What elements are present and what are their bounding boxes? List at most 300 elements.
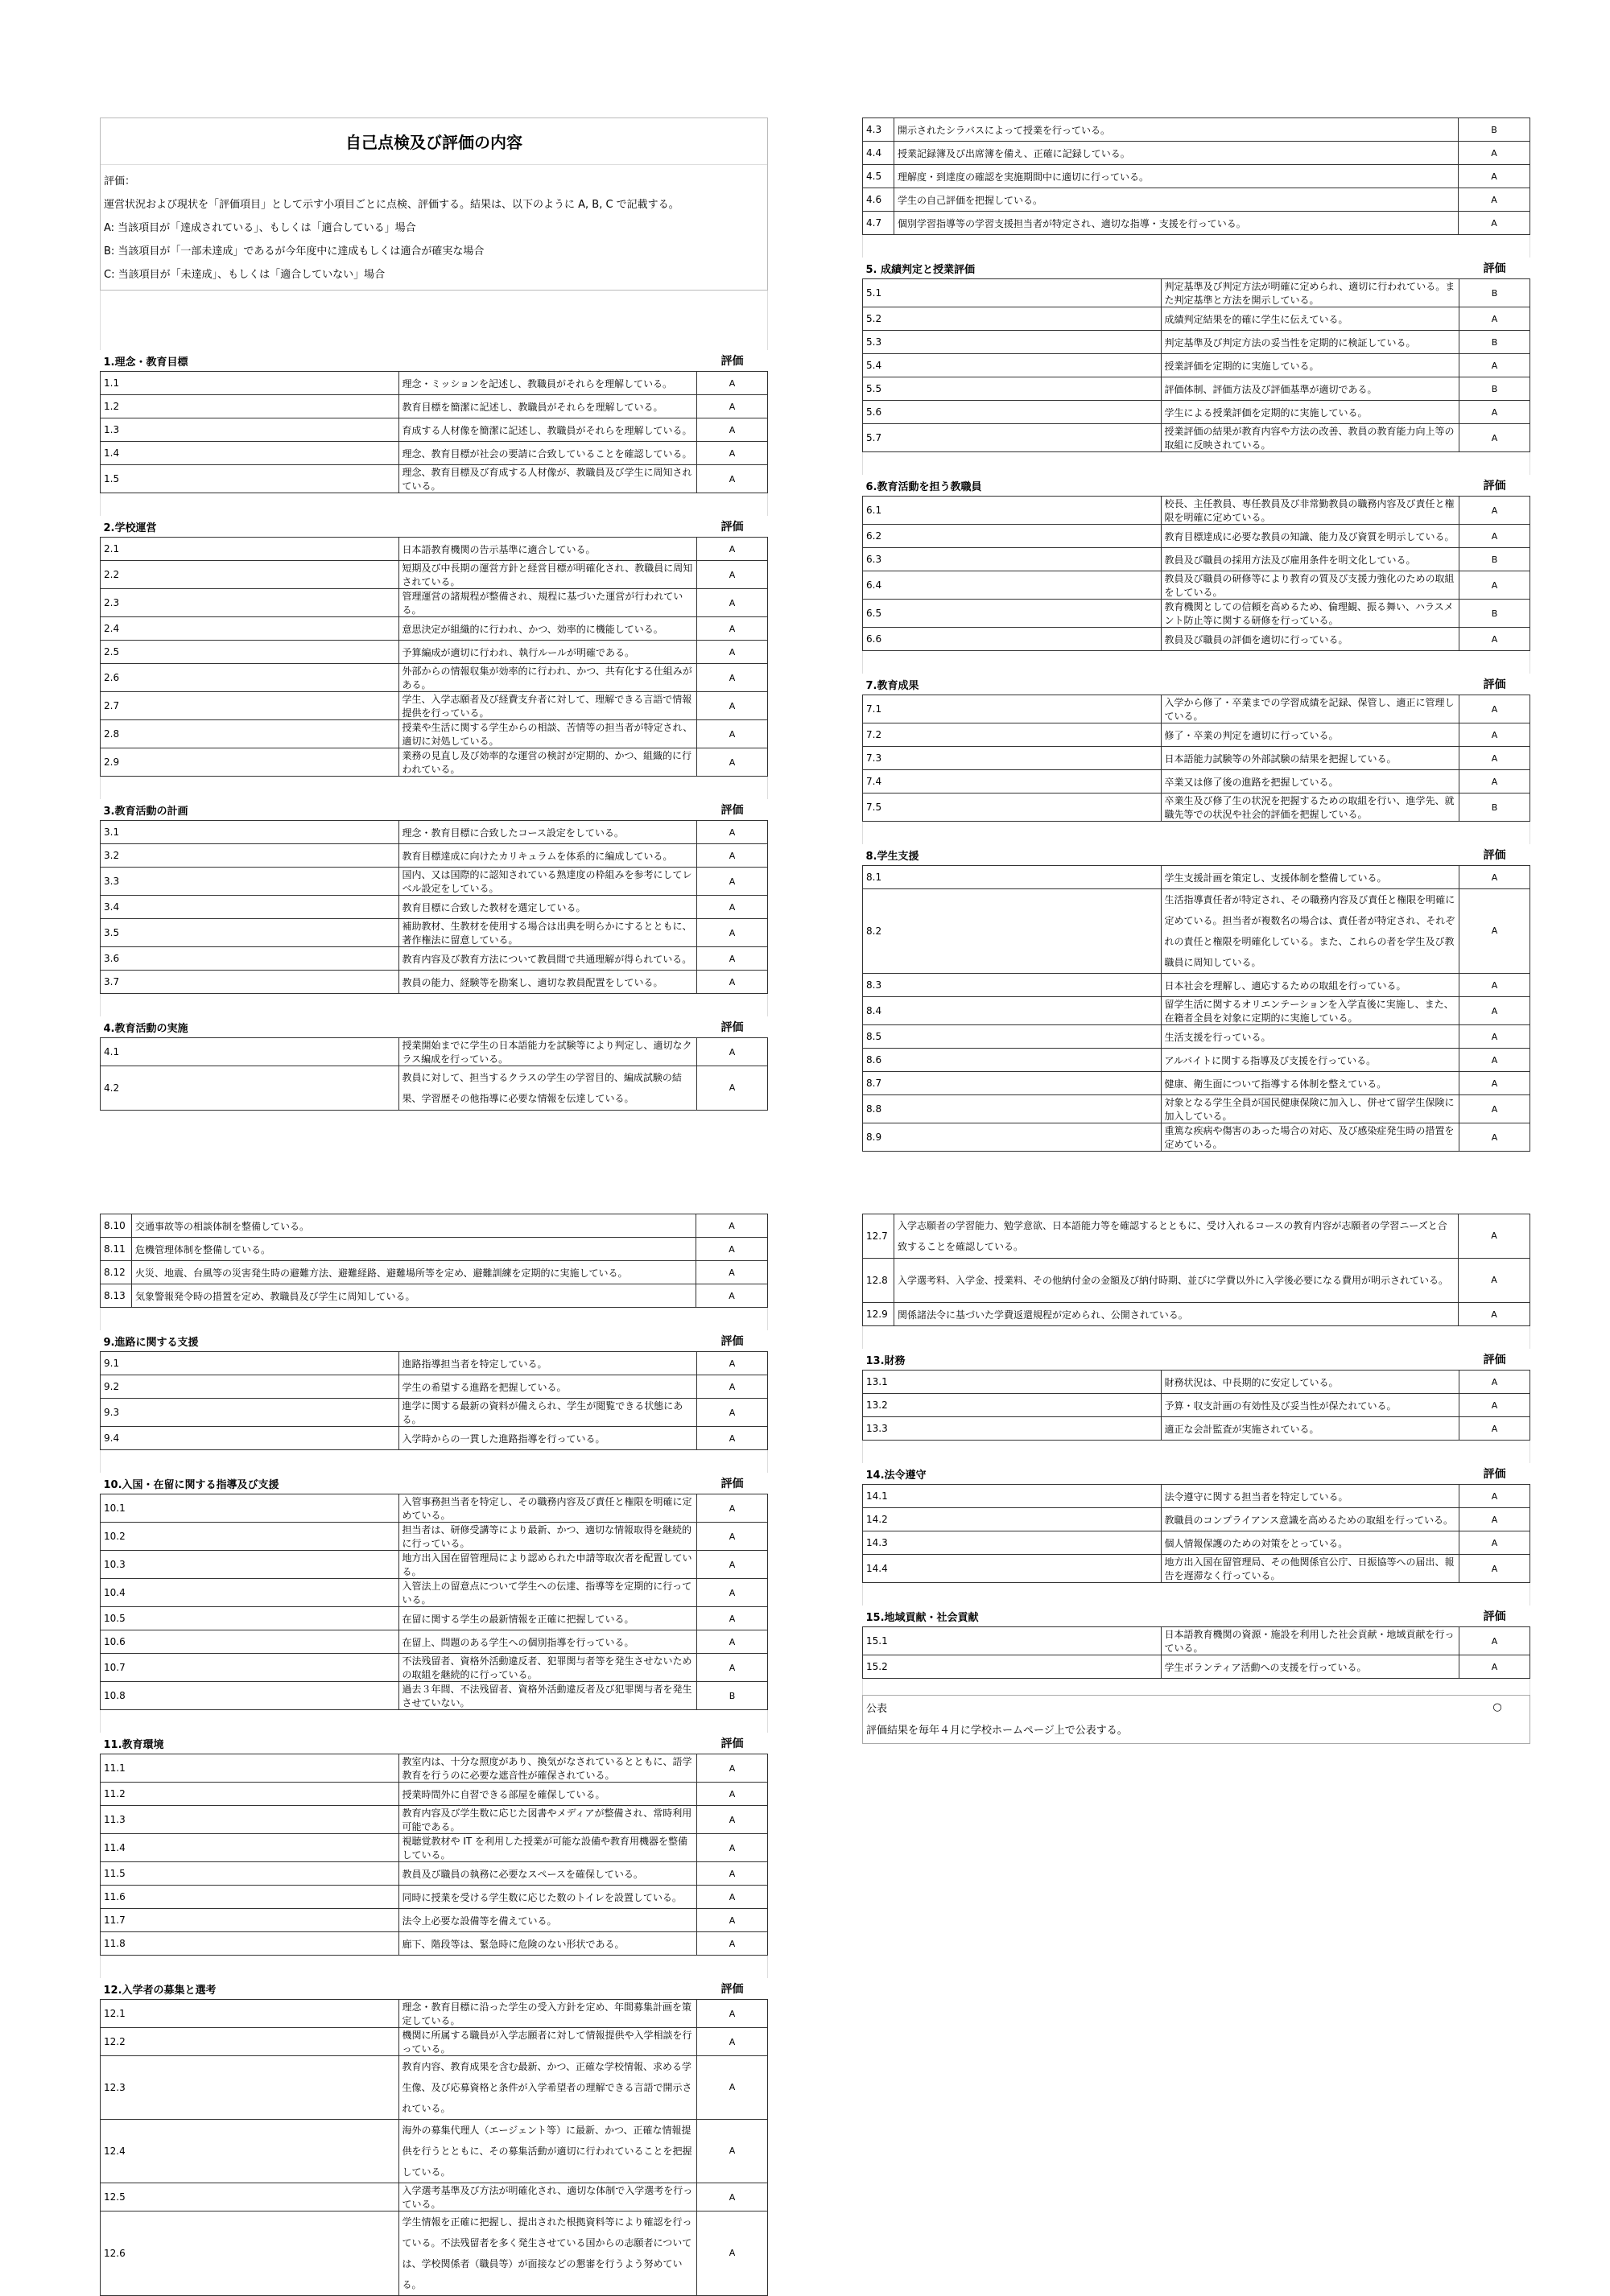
table-row bbox=[863, 279, 1530, 307]
item-text: 個別学習指導等の学習支援担当者が特定され、適切な指導・支援を行っている。 bbox=[894, 212, 1459, 235]
item-number: 3.2 bbox=[101, 844, 399, 868]
item-text: 交通事故等の相談体制を整備している。 bbox=[132, 1214, 696, 1238]
table-row bbox=[101, 1806, 768, 1834]
item-grade: A bbox=[1459, 1025, 1530, 1049]
item-number: 12.1 bbox=[101, 2000, 399, 2028]
item-number: 8.11 bbox=[101, 1238, 132, 1261]
item-text: 在留に関する学生の最新情報を正確に把握している。 bbox=[398, 1607, 697, 1630]
table-row bbox=[863, 118, 1530, 142]
item-grade: A bbox=[697, 1806, 768, 1834]
item-text: 判定基準及び判定方法が明確に定められ、適切に行われている。また判定基準と方法を開示している。 bbox=[1161, 279, 1459, 307]
item-number: 6.4 bbox=[863, 571, 1162, 600]
table-row bbox=[101, 465, 768, 493]
table-row bbox=[101, 947, 768, 971]
item-text: 管理運営の諸規程が整備され、規程に基づいた運営が行われている。 bbox=[398, 589, 697, 617]
item-number: 10.3 bbox=[101, 1551, 399, 1579]
section-header bbox=[101, 350, 768, 372]
item-grade: A bbox=[697, 561, 768, 589]
section-title: 4.教育活動の実施 bbox=[101, 1016, 697, 1038]
item-grade: A bbox=[697, 418, 768, 442]
section-header bbox=[863, 674, 1530, 695]
item-grade: A bbox=[697, 2056, 768, 2120]
item-text: 地方出入国在留管理局により認められた申請等取次者を配置している。 bbox=[398, 1551, 697, 1579]
item-grade: B bbox=[1459, 377, 1530, 401]
table-row bbox=[863, 525, 1530, 548]
section-table bbox=[862, 475, 1530, 651]
section-table bbox=[862, 258, 1530, 452]
section-header bbox=[101, 1016, 768, 1038]
table-row bbox=[863, 695, 1530, 723]
table-row bbox=[101, 538, 768, 561]
section-table bbox=[100, 516, 768, 777]
item-text: 不法残留者、資格外活動違反者、犯罪関与者等を発生させないための取組を継続的に行っている。 bbox=[398, 1654, 697, 1682]
item-number: 13.3 bbox=[863, 1417, 1162, 1441]
item-grade: A bbox=[1459, 747, 1530, 770]
item-grade: A bbox=[1459, 497, 1530, 525]
item-grade: A bbox=[697, 1038, 768, 1066]
section-table bbox=[862, 674, 1530, 822]
table-row bbox=[101, 2000, 768, 2028]
item-number: 8.9 bbox=[863, 1123, 1162, 1152]
section-title: 14.法令遵守 bbox=[863, 1463, 1459, 1485]
item-text: 教職員のコンプライアンス意識を高めるための取組を行っている。 bbox=[1161, 1508, 1459, 1531]
item-text: 入学志願者の学習能力、勉学意欲、日本語能力等を確認するとともに、受け入れるコースの教育内容が志願者の学習ニーズと合致することを確認している。 bbox=[894, 1214, 1459, 1259]
item-text: 教室内は、十分な照度があり、換気がなされているとともに、語学教育を行うのに必要な遮音性が確保されている。 bbox=[398, 1754, 697, 1783]
item-grade: A bbox=[1459, 974, 1530, 997]
item-number: 2.3 bbox=[101, 589, 399, 617]
publication-block bbox=[862, 1695, 1530, 1744]
item-number: 4.6 bbox=[863, 188, 894, 212]
item-text: 短期及び中長期の運営方針と経営目標が明確化され、教職員に周知されている。 bbox=[398, 561, 697, 589]
table-row bbox=[101, 748, 768, 777]
item-text: 授業評価を定期的に実施している。 bbox=[1161, 354, 1459, 377]
grade-header: 評価 bbox=[1459, 475, 1530, 497]
section-table bbox=[862, 1349, 1530, 1441]
item-grade: A bbox=[697, 2120, 768, 2183]
item-number: 6.6 bbox=[863, 628, 1162, 651]
item-text: 理念、教育目標及び育成する人材像が、教職員及び学生に周知されている。 bbox=[398, 465, 697, 493]
item-grade: A bbox=[1459, 1485, 1530, 1508]
table-row bbox=[863, 188, 1530, 212]
page-bottom-right bbox=[862, 1214, 1530, 1744]
grade-header: 評価 bbox=[697, 1330, 768, 1352]
item-grade: A bbox=[1459, 1531, 1530, 1555]
table-row bbox=[101, 844, 768, 868]
section-table bbox=[862, 117, 1530, 235]
item-grade: A bbox=[697, 868, 768, 896]
item-text: 教員及び職員の評価を適切に行っている。 bbox=[1161, 628, 1459, 651]
section-title: 13.財務 bbox=[863, 1349, 1459, 1371]
item-grade: A bbox=[1459, 1627, 1530, 1655]
item-text: 学生による授業評価を定期的に実施している。 bbox=[1161, 401, 1459, 424]
grade-header: 評価 bbox=[697, 516, 768, 538]
item-grade: A bbox=[1459, 1095, 1530, 1123]
table-row bbox=[101, 664, 768, 692]
item-grade: A bbox=[1459, 1049, 1530, 1072]
item-text: 卒業又は修了後の進路を把握している。 bbox=[1161, 770, 1459, 794]
table-row bbox=[101, 2183, 768, 2211]
item-number: 1.4 bbox=[101, 442, 399, 465]
intro-line: A: 当該項目が「達成されている」、もしくは「適合している」場合 bbox=[104, 222, 416, 234]
intro-line: 運営状況および現状を「評価項目」として示す小項目ごとに点検、評価する。結果は、以下のように A, B, C で記載する。 bbox=[104, 199, 679, 211]
grade-header: 評価 bbox=[697, 1473, 768, 1494]
table-row bbox=[863, 1417, 1530, 1441]
section-table bbox=[100, 1016, 768, 1111]
item-text: 授業や生活に関する学生からの相談、苦情等の担当者が特定され、適切に対処している。 bbox=[398, 720, 697, 748]
item-text: 入学選考基準及び方法が明確化され、適切な体制で入学選考を行っている。 bbox=[398, 2183, 697, 2211]
item-grade: A bbox=[696, 1238, 768, 1261]
item-number: 6.2 bbox=[863, 525, 1162, 548]
item-text: 教育目標達成に必要な教員の知識、能力及び資質を明示している。 bbox=[1161, 525, 1459, 548]
item-text: 入学選考料、入学金、授業料、その他納付金の金額及び納付時期、並びに学費以外に入学後必要になる費用が明示されている。 bbox=[894, 1259, 1459, 1303]
item-grade: A bbox=[1459, 1508, 1530, 1531]
item-grade: A bbox=[1459, 1259, 1530, 1303]
item-grade: A bbox=[1459, 770, 1530, 794]
item-number: 11.6 bbox=[101, 1886, 399, 1909]
item-grade: A bbox=[697, 1862, 768, 1886]
item-grade: A bbox=[1459, 866, 1530, 889]
section-slot bbox=[100, 1308, 768, 1956]
table-row bbox=[101, 821, 768, 844]
item-number: 5.7 bbox=[863, 424, 1162, 452]
table-row bbox=[863, 794, 1530, 822]
intro-line: 評価： bbox=[104, 175, 136, 188]
item-text: 授業評価の結果が教育内容や方法の改善、教員の教育能力向上等の取組に反映されている。 bbox=[1161, 424, 1459, 452]
item-number: 4.1 bbox=[101, 1038, 399, 1066]
item-number: 11.8 bbox=[101, 1932, 399, 1956]
item-number: 12.6 bbox=[101, 2211, 399, 2296]
item-text: 法令遵守に関する担当者を特定している。 bbox=[1161, 1485, 1459, 1508]
table-row bbox=[101, 1261, 768, 1284]
table-row bbox=[863, 1123, 1530, 1152]
item-text: 国内、又は国際的に認知されている熟達度の枠組みを参考にしてレベル設定をしている。 bbox=[398, 868, 697, 896]
item-number: 1.2 bbox=[101, 395, 399, 418]
grade-header: 評価 bbox=[697, 1733, 768, 1754]
item-text: 気象警報発令時の措置を定め、教職員及び学生に周知している。 bbox=[132, 1284, 696, 1308]
item-number: 12.7 bbox=[863, 1214, 894, 1259]
table-row bbox=[863, 747, 1530, 770]
table-row bbox=[863, 1303, 1530, 1326]
table-row bbox=[863, 1371, 1530, 1394]
item-number: 2.9 bbox=[101, 748, 399, 777]
item-grade: A bbox=[1459, 571, 1530, 600]
table-row bbox=[101, 1399, 768, 1427]
item-number: 10.7 bbox=[101, 1654, 399, 1682]
section-slot bbox=[862, 235, 1530, 822]
item-text: 意思決定が組織的に行われ、かつ、効率的に機能している。 bbox=[398, 617, 697, 641]
table-row bbox=[101, 1579, 768, 1607]
table-row bbox=[101, 418, 768, 442]
item-number: 13.1 bbox=[863, 1371, 1162, 1394]
section-slot bbox=[100, 994, 768, 1111]
table-row bbox=[101, 720, 768, 748]
item-grade: A bbox=[697, 442, 768, 465]
publication-label: 公表 bbox=[866, 1702, 888, 1715]
item-text: 過去３年間、不法残留者、資格外活動違反者及び犯罪関与者を発生させていない。 bbox=[398, 1682, 697, 1710]
item-text: 機関に所属する職員が入学志願者に対して情報提供や入学相談を行っている。 bbox=[398, 2028, 697, 2056]
item-grade: A bbox=[1459, 889, 1530, 974]
table-row bbox=[101, 589, 768, 617]
item-number: 4.5 bbox=[863, 165, 894, 188]
item-number: 14.2 bbox=[863, 1508, 1162, 1531]
item-text: 進学に関する最新の資料が備えられ、学生が閲覧できる状態にある。 bbox=[398, 1399, 697, 1427]
item-text: 理念、教育目標が社会の要請に合致していることを確認している。 bbox=[398, 442, 697, 465]
item-grade: A bbox=[697, 844, 768, 868]
section-table bbox=[100, 1214, 768, 1308]
section-slot bbox=[862, 1326, 1530, 1679]
table-row bbox=[101, 1834, 768, 1862]
item-grade: A bbox=[697, 1579, 768, 1607]
item-grade: A bbox=[697, 1427, 768, 1450]
item-number: 9.2 bbox=[101, 1375, 399, 1399]
item-number: 8.13 bbox=[101, 1284, 132, 1308]
item-grade: A bbox=[1459, 401, 1530, 424]
grade-header: 評価 bbox=[697, 350, 768, 372]
table-row bbox=[863, 1072, 1530, 1095]
section-title: 7.教育成果 bbox=[863, 674, 1459, 695]
item-number: 9.1 bbox=[101, 1352, 399, 1375]
item-grade: A bbox=[1459, 723, 1530, 747]
table-row bbox=[863, 997, 1530, 1025]
item-number: 5.4 bbox=[863, 354, 1162, 377]
table-row bbox=[863, 866, 1530, 889]
item-number: 12.2 bbox=[101, 2028, 399, 2056]
item-grade: A bbox=[697, 1654, 768, 1682]
item-grade: A bbox=[697, 1399, 768, 1427]
table-row bbox=[101, 919, 768, 947]
item-grade: A bbox=[1459, 1555, 1530, 1583]
item-text: 適正な会計監査が実施されている。 bbox=[1161, 1417, 1459, 1441]
item-number: 7.2 bbox=[863, 723, 1162, 747]
item-text: 理解度・到達度の確認を実施期間中に適切に行っている。 bbox=[894, 165, 1459, 188]
item-text: 個人情報保護のための対策をとっている。 bbox=[1161, 1531, 1459, 1555]
item-text: 日本語教育機関の資源・施設を利用した社会貢献・地域貢献を行っている。 bbox=[1161, 1627, 1459, 1655]
item-number: 8.10 bbox=[101, 1214, 132, 1238]
intro bbox=[101, 165, 767, 290]
grade-header: 評価 bbox=[1459, 1463, 1530, 1485]
grade-header: 評価 bbox=[697, 799, 768, 821]
table-row bbox=[101, 1862, 768, 1886]
table-row bbox=[101, 896, 768, 919]
grade-header: 評価 bbox=[697, 1978, 768, 2000]
section-slot bbox=[862, 117, 1530, 235]
item-number: 8.1 bbox=[863, 866, 1162, 889]
item-text: 入学時からの一貫した進路指導を行っている。 bbox=[398, 1427, 697, 1450]
item-number: 2.8 bbox=[101, 720, 399, 748]
item-number: 6.1 bbox=[863, 497, 1162, 525]
item-grade: B bbox=[1459, 331, 1530, 354]
item-number: 5.5 bbox=[863, 377, 1162, 401]
item-number: 11.2 bbox=[101, 1783, 399, 1806]
table-row bbox=[863, 1627, 1530, 1655]
item-grade: A bbox=[697, 821, 768, 844]
item-number: 1.5 bbox=[101, 465, 399, 493]
item-text: 廊下、階段等は、緊急時に危険のない形状である。 bbox=[398, 1932, 697, 1956]
item-number: 12.3 bbox=[101, 2056, 399, 2120]
grade-header: 評価 bbox=[1459, 844, 1530, 866]
item-number: 11.1 bbox=[101, 1754, 399, 1783]
item-grade: A bbox=[1459, 307, 1530, 331]
item-number: 1.3 bbox=[101, 418, 399, 442]
item-number: 8.2 bbox=[863, 889, 1162, 974]
table-row bbox=[863, 974, 1530, 997]
item-grade: A bbox=[697, 748, 768, 777]
item-grade: A bbox=[696, 1214, 768, 1238]
item-grade: A bbox=[697, 465, 768, 493]
table-row bbox=[101, 971, 768, 994]
item-number: 6.5 bbox=[863, 600, 1162, 628]
item-text: 授業開始までに学生の日本語能力を試験等により判定し、適切なクラス編成を行っている。 bbox=[398, 1038, 697, 1066]
section-header bbox=[101, 1330, 768, 1352]
item-number: 10.1 bbox=[101, 1494, 399, 1523]
item-grade: A bbox=[696, 1261, 768, 1284]
table-row bbox=[863, 548, 1530, 571]
item-text: 教員及び職員の採用方法及び雇用条件を明文化している。 bbox=[1161, 548, 1459, 571]
item-text: 視聴覚教材や IT を利用した授業が可能な設備や教育用機器を整備している。 bbox=[398, 1834, 697, 1862]
item-grade: A bbox=[697, 1375, 768, 1399]
item-grade: A bbox=[697, 919, 768, 947]
item-grade: A bbox=[697, 692, 768, 720]
item-text: 授業記録簿及び出席簿を備え、正確に記録している。 bbox=[894, 142, 1459, 165]
item-number: 4.2 bbox=[101, 1066, 399, 1111]
item-text: 進路指導担当者を特定している。 bbox=[398, 1352, 697, 1375]
page-title: 自己点検及び評価の内容 bbox=[101, 118, 767, 165]
section-title: 2.学校運営 bbox=[101, 516, 697, 538]
table-row bbox=[863, 889, 1530, 974]
item-number: 14.1 bbox=[863, 1485, 1162, 1508]
item-grade: A bbox=[1459, 695, 1530, 723]
item-text: 教育目標達成に向けたカリキュラムを体系的に編成している。 bbox=[398, 844, 697, 868]
section-table bbox=[862, 844, 1530, 1152]
item-number: 8.3 bbox=[863, 974, 1162, 997]
item-number: 12.4 bbox=[101, 2120, 399, 2183]
publication-mark: ○ bbox=[1492, 1700, 1502, 1713]
item-text: 入管法上の留意点について学生への伝達、指導等を定期的に行っている。 bbox=[398, 1579, 697, 1607]
item-text: 生活指導責任者が特定され、その職務内容及び責任と権限を明確に定めている。担当者が複数名の場合は、責任者が特定され、それぞれの責任と権限を明確化している。また、これらの者を学生及び教職員に周知している。 bbox=[1161, 889, 1459, 974]
item-text: 校長、主任教員、専任教員及び非常勤教員の職務内容及び責任と権限を明確に定めている。 bbox=[1161, 497, 1459, 525]
table-row bbox=[101, 2120, 768, 2183]
item-grade: B bbox=[1459, 118, 1530, 142]
item-number: 15.2 bbox=[863, 1655, 1162, 1679]
table-row bbox=[101, 372, 768, 395]
item-grade: A bbox=[697, 372, 768, 395]
section-slot bbox=[100, 1956, 768, 2296]
section-header bbox=[101, 1733, 768, 1754]
item-number: 5.6 bbox=[863, 401, 1162, 424]
table-row bbox=[101, 617, 768, 641]
table-row bbox=[101, 641, 768, 664]
item-text: 予算・収支計画の有効性及び妥当性が保たれている。 bbox=[1161, 1394, 1459, 1417]
item-number: 4.7 bbox=[863, 212, 894, 235]
item-text: 学生の希望する進路を把握している。 bbox=[398, 1375, 697, 1399]
item-text: 教員に対して、担当するクラスの学生の学習目的、編成試験の結果、学習歴その他指導に必要な情報を伝達している。 bbox=[398, 1066, 697, 1111]
table-row bbox=[101, 1754, 768, 1783]
section-title: 6.教育活動を担う教職員 bbox=[863, 475, 1459, 497]
table-row bbox=[863, 354, 1530, 377]
item-grade: A bbox=[697, 1523, 768, 1551]
table-row bbox=[101, 1284, 768, 1308]
item-text: 教育内容及び学生数に応じた図書やメディアが整備され、常時利用可能である。 bbox=[398, 1806, 697, 1834]
section-table bbox=[862, 1463, 1530, 1583]
page-bottom-left bbox=[100, 1214, 768, 2296]
item-number: 3.7 bbox=[101, 971, 399, 994]
table-row bbox=[863, 1214, 1530, 1259]
table-row bbox=[863, 1555, 1530, 1583]
item-number: 2.2 bbox=[101, 561, 399, 589]
item-grade: A bbox=[1459, 188, 1530, 212]
item-number: 14.3 bbox=[863, 1531, 1162, 1555]
item-number: 11.7 bbox=[101, 1909, 399, 1932]
section-title: 15.地域貢献・社会貢献 bbox=[863, 1606, 1459, 1627]
item-text: 同時に授業を受ける学生数に応じた数のトイレを設置している。 bbox=[398, 1886, 697, 1909]
item-number: 14.4 bbox=[863, 1555, 1162, 1583]
item-text: 入学から修了・卒業までの学習成績を記録、保管し、適正に管理している。 bbox=[1161, 695, 1459, 723]
item-grade: A bbox=[697, 1932, 768, 1956]
table-row bbox=[863, 1485, 1530, 1508]
item-number: 2.6 bbox=[101, 664, 399, 692]
section-title: 11.教育環境 bbox=[101, 1733, 697, 1754]
item-text: 理念・ミッションを記述し、教職員がそれらを理解している。 bbox=[398, 372, 697, 395]
item-number: 5.2 bbox=[863, 307, 1162, 331]
item-grade: A bbox=[697, 617, 768, 641]
item-text: 地方出入国在留管理局、その他関係官公庁、日振協等への届出、報告を遅滞なく行っている。 bbox=[1161, 1555, 1459, 1583]
item-grade: A bbox=[697, 971, 768, 994]
item-grade: B bbox=[697, 1682, 768, 1710]
intro-line: C: 当該項目が「未達成」、もしくは「適合していない」場合 bbox=[104, 269, 386, 281]
section-slot bbox=[100, 1214, 768, 1308]
item-number: 7.3 bbox=[863, 747, 1162, 770]
table-row bbox=[101, 442, 768, 465]
item-grade: A bbox=[697, 896, 768, 919]
section-header bbox=[863, 1463, 1530, 1485]
item-text: 関係諸法令に基づいた学費返還規程が定められ、公開されている。 bbox=[894, 1303, 1459, 1326]
section-title: 1.理念・教育目標 bbox=[101, 350, 697, 372]
item-number: 3.1 bbox=[101, 821, 399, 844]
section-header bbox=[863, 475, 1530, 497]
item-text: 生活支援を行っている。 bbox=[1161, 1025, 1459, 1049]
item-number: 8.6 bbox=[863, 1049, 1162, 1072]
item-grade: A bbox=[1459, 1214, 1530, 1259]
item-grade: B bbox=[1459, 279, 1530, 307]
item-number: 3.6 bbox=[101, 947, 399, 971]
item-grade: A bbox=[1459, 997, 1530, 1025]
item-text: 教育内容、教育成果を含む最新、かつ、正確な学校情報、求める学生像、及び応募資格と条件が入学希望者の理解できる言語で開示されている。 bbox=[398, 2056, 697, 2120]
item-number: 2.4 bbox=[101, 617, 399, 641]
table-row bbox=[101, 561, 768, 589]
item-text: 教育目標を簡潔に記述し、教職員がそれらを理解している。 bbox=[398, 395, 697, 418]
table-row bbox=[863, 600, 1530, 628]
item-grade: A bbox=[1459, 142, 1530, 165]
item-grade: A bbox=[697, 1494, 768, 1523]
item-number: 8.4 bbox=[863, 997, 1162, 1025]
item-grade: A bbox=[1459, 354, 1530, 377]
table-row bbox=[863, 723, 1530, 747]
item-number: 15.1 bbox=[863, 1627, 1162, 1655]
table-row bbox=[101, 1909, 768, 1932]
item-grade: B bbox=[1459, 794, 1530, 822]
section-header bbox=[101, 516, 768, 538]
section-table bbox=[100, 1733, 768, 1956]
section-table bbox=[862, 1214, 1530, 1326]
item-text: 学生情報を正確に把握し、提出された根拠資料等により確認を行っている。不法残留者を多く発生させている国からの志願者については、学校関係者（職員等）が面接などの懇審を行うよう努めている。 bbox=[398, 2211, 697, 2296]
section-header bbox=[863, 1606, 1530, 1627]
item-number: 10.8 bbox=[101, 1682, 399, 1710]
publication-text: 評価結果を毎年４月に学校ホームページ上で公表する。 bbox=[866, 1725, 1128, 1737]
table-row bbox=[101, 1607, 768, 1630]
item-text: 理念・教育目標に沿った学生の受入方針を定め、年間募集計画を策定している。 bbox=[398, 2000, 697, 2028]
table-row bbox=[101, 1038, 768, 1066]
item-grade: A bbox=[697, 589, 768, 617]
